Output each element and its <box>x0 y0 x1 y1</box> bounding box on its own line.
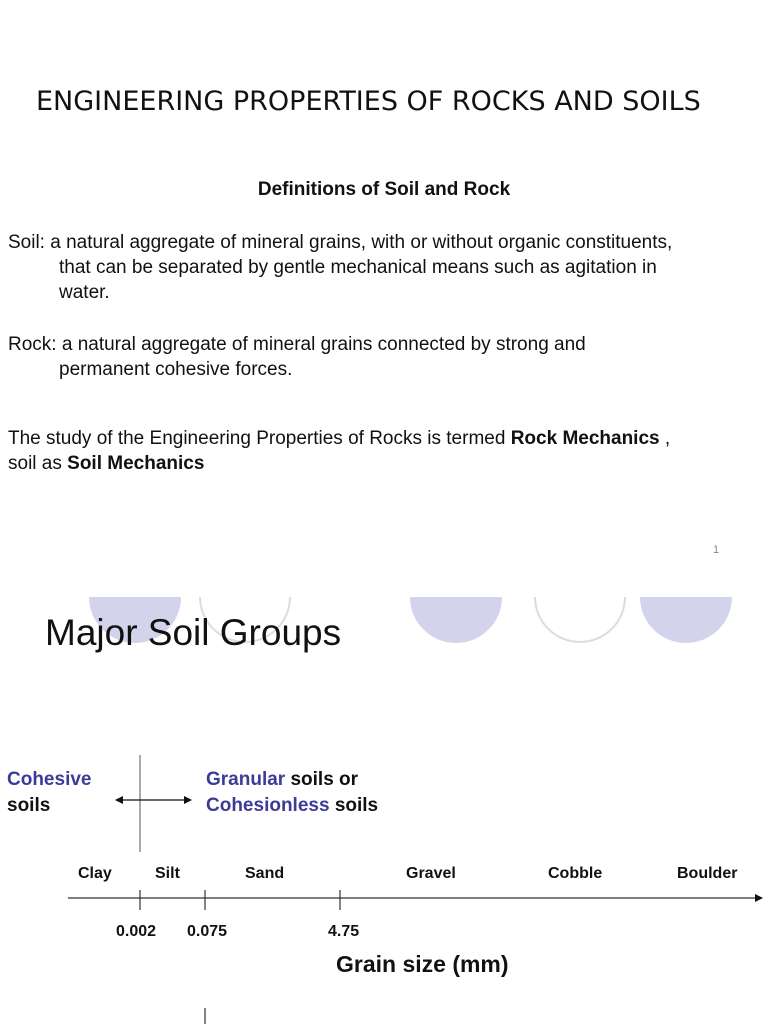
page-number: 1 <box>713 544 720 556</box>
tick-label-0.075: 0.075 <box>187 923 228 940</box>
category-boulder: Boulder <box>677 865 738 882</box>
cohesionless-soils-word: soils <box>329 795 379 816</box>
rock-mechanics-term: Rock Mechanics <box>510 428 660 449</box>
category-sand: Sand <box>245 865 285 882</box>
granular-soils-or: soils or <box>285 769 359 790</box>
tick-label-0.002: 0.002 <box>116 923 157 940</box>
rock-definition-line-2: permanent cohesive forces. <box>59 359 293 380</box>
cohesive-soils-word: soils <box>7 795 51 816</box>
soil-definition-line-2: that can be separated by gentle mechanical means such as agitation in <box>59 257 657 278</box>
category-gravel: Gravel <box>406 865 456 882</box>
rock-definition-line-1: Rock: a natural aggregate of mineral grains connected by strong and <box>8 334 586 355</box>
cohesionless-word: Cohesionless <box>206 795 330 816</box>
category-clay: Clay <box>78 865 112 882</box>
study-text-middle: , <box>659 428 671 449</box>
soil-definition-line-1: Soil: a natural aggregate of mineral grains, with or without organic constituents, <box>8 232 673 253</box>
axis-label: Grain size (mm) <box>336 951 509 977</box>
category-cobble: Cobble <box>548 865 603 882</box>
study-text-prefix: The study of the Engineering Properties of Rocks is termed <box>8 428 511 449</box>
granular-word: Granular <box>206 769 286 790</box>
cohesive-word: Cohesive <box>7 769 92 790</box>
tick-label-4.75: 4.75 <box>328 923 360 940</box>
slide-title: ENGINEERING PROPERTIES OF ROCKS AND SOILS <box>36 86 701 117</box>
study-text-line2-prefix: soil as <box>8 453 68 474</box>
category-silt: Silt <box>155 865 180 882</box>
soil-definition-line-3: water. <box>59 282 110 303</box>
section-heading: Definitions of Soil and Rock <box>257 179 511 200</box>
slide-title: Major Soil Groups <box>45 612 342 653</box>
soil-mechanics-term: Soil Mechanics <box>67 453 205 474</box>
